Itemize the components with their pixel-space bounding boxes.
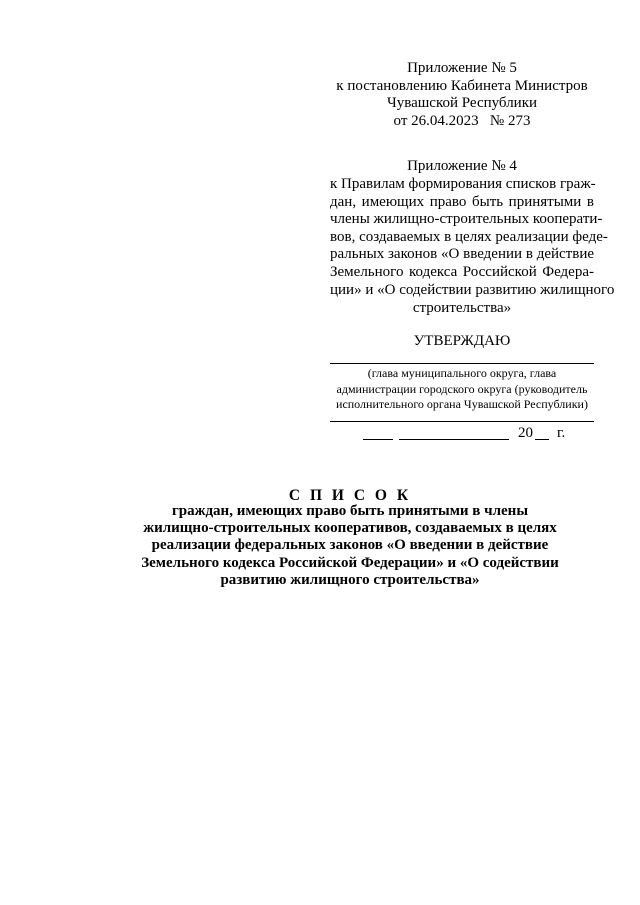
document-title: С П И С О К — [288, 487, 412, 504]
appendix-4-line: ральных законов «О введении в действие — [330, 246, 594, 263]
approval-hint-line: администрации городского округа (руководитель — [336, 381, 588, 396]
name-line — [330, 421, 594, 422]
appendix-4-line: к Правилам формирования списков граж- — [330, 176, 596, 192]
signature-line — [330, 363, 594, 364]
approval-hint-line: исполнительного органа Чувашской Республики) — [336, 397, 588, 411]
appendix-4-line: члены жилищно-строительных кооперати- — [330, 211, 603, 228]
appendix-5-header — [330, 60, 594, 130]
appendix-4-body — [330, 176, 608, 282]
year-prefix: 20 — [518, 425, 533, 441]
document-subtitle — [110, 503, 590, 589]
appendix-4-line: строительства» — [412, 299, 512, 316]
subtitle-line: Земельного кодекса Российской Федерации» и «О содействии — [141, 554, 559, 571]
approval-hint — [320, 366, 604, 413]
appendix-5-resolution: к постановлению Кабинета Министров — [336, 77, 588, 94]
year-blank — [535, 439, 549, 440]
day-blank — [363, 439, 393, 440]
subtitle-line: развитию жилищного строительства» — [220, 571, 480, 588]
appendix-4-line: Земельного кодекса Российской Федера- — [330, 263, 594, 280]
month-blank — [399, 439, 509, 440]
appendix-5-republic: Чувашской Республики — [386, 95, 538, 112]
appendix-4-title — [330, 158, 594, 176]
appendix-4-title-text: Приложение № 4 — [407, 158, 517, 174]
appendix-4-line: дан, имеющих право быть принятыми в — [330, 193, 594, 210]
year-suffix: г. — [557, 425, 566, 441]
appendix-4-line: вов, создаваемых в целях реализации феде- — [330, 228, 608, 245]
approval-heading-text: УТВЕРЖДАЮ — [413, 333, 511, 349]
subtitle-line: жилищно-строительных кооперативов, создаваемых в целях — [143, 520, 557, 537]
subtitle-line: реализации федеральных законов «О введении в действие — [151, 537, 549, 554]
appendix-4-line: ции» и «О содействии развитию жилищного — [330, 282, 615, 298]
approval-hint-line: (глава муниципального округа, глава — [367, 366, 557, 380]
subtitle-line: граждан, имеющих право быть принятыми в члены — [171, 503, 529, 519]
appendix-5-title: Приложение № 5 — [407, 60, 517, 76]
appendix-4-tail — [330, 282, 615, 317]
appendix-5-date-number: от 26.04.2023 № 273 — [393, 112, 531, 129]
approval-heading — [330, 333, 594, 351]
